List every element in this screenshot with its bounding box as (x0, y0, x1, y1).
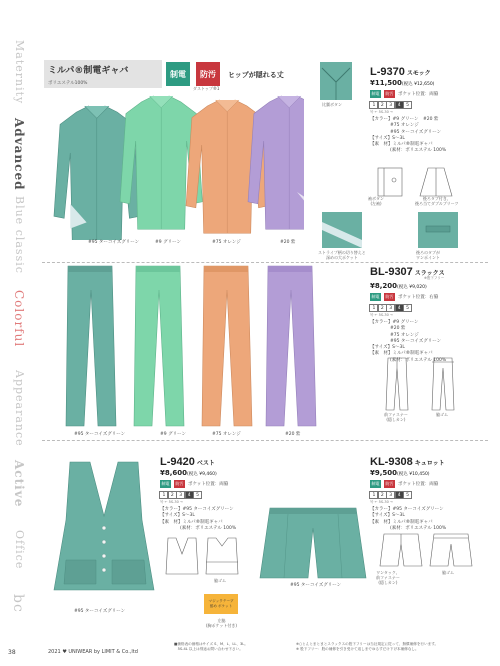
smock-size-note: 号 ← 5S-30 → (370, 110, 393, 114)
slacks-caption-green: #9 グリーン (160, 432, 186, 437)
footer-note-inseam: ※○とんとまとまとスラックスの股下フリーは当社規定に従って、無償補修を行います。 ※ 股下フリー：股の補修を引き受けて返しまでゆるすだけ下げ本補修なし。 (296, 642, 439, 651)
culottes-size-grid (370, 491, 492, 499)
vest-code: L-9420 (160, 456, 195, 468)
back-tab-caption: 後ろのタブが ワンポイント (416, 250, 440, 260)
smock-purple (248, 96, 304, 229)
spec-line: 【素 材】ミルパ®制電ギャバ (160, 519, 223, 525)
slacks-caption-purple: #20 紫 (285, 432, 301, 437)
stripe-closeup (322, 212, 362, 248)
brand-footer: 2021 ♥ UNIWEAR by LIMIT & Co.,ltd (48, 649, 138, 655)
spec-line: (素材：ポリエステル 100% (390, 357, 447, 363)
vest-size-grid (160, 491, 290, 499)
slacks-info (370, 266, 490, 364)
size-cell: 3 (386, 101, 395, 109)
vest-price: ¥8,600 (160, 469, 188, 477)
slacks-size-grid (370, 304, 490, 312)
slacks-type: スラックス (414, 271, 445, 277)
vest-antistatic-badge: 制電 (161, 481, 170, 486)
section-divider (42, 440, 488, 441)
slacks-purple (266, 266, 316, 426)
size-cell: 5 (403, 304, 412, 312)
spec-line: 【カラー】#95 ターコイズグリーン (160, 507, 234, 512)
spec-line: #75 オレンジ (390, 332, 419, 338)
slacks-price: ¥8,200 (370, 282, 398, 290)
spec-line: 【素 材】ミルパ®制電ギャバ (370, 519, 433, 525)
spec-line: 【サイズ】S～3L (370, 345, 405, 351)
smock-lineup (42, 90, 304, 240)
vest-back-caption: 脇ゴム (214, 578, 226, 583)
vest-stain-badge: 防汚 (175, 481, 184, 486)
spec-line: 【サイズ】S～3L (160, 513, 195, 519)
spec-line: 【素 材】ミルパ®制電ギャバ (370, 142, 433, 148)
collar-closeup (320, 62, 352, 100)
culottes-price: ¥9,500 (370, 469, 398, 477)
vest-type: ベスト (196, 461, 215, 467)
smock-caption-orange: #75 オレンジ (212, 240, 241, 245)
size-cell: 1 (369, 304, 378, 312)
collar-button-caption: 比翼ボタン (322, 102, 342, 107)
spec-line: (素材：ポリエステル 100% (180, 525, 237, 531)
spec-line: 【カラー】#95 ターコイズグリーン (370, 507, 444, 512)
spec-line: (素材：ポリエステル 100% (390, 525, 447, 531)
size-cell: 4 (185, 491, 194, 499)
culottes-size-note: 号 ← 5S-30 → (370, 500, 393, 504)
size-cell: 1 (369, 491, 378, 499)
slacks-waist-caption: 脇ゴム (436, 412, 448, 417)
nav-blue-classic[interactable]: Blue classic (13, 196, 26, 274)
slacks-caption-turquoise: #95 ターコイズグリーン (74, 432, 126, 437)
antistatic-badge: 制電 (166, 62, 190, 86)
culottes-waist-caption: 脇ゴム (442, 570, 454, 575)
culottes-info (370, 456, 492, 532)
footer-note-price: ■価格表の価格はサイズ S、M、L、LL、3L。 5S-4L 以上は別途お問い合わせ下さい。 (174, 642, 248, 651)
smock-code: L-9370 (370, 66, 405, 78)
size-cell: 2 (378, 101, 387, 109)
smock-caption-turquoise: #95 ターコイズグリーン (88, 240, 140, 245)
sleeve-caption: 袖ボタン (左袖) (368, 196, 384, 206)
size-cell: 5 (193, 491, 202, 499)
slacks-size-note: 号 ← 5S-30 → (370, 313, 393, 317)
stain-resistant-badge: 防汚 (196, 62, 220, 86)
slacks-subtitle: ※股下フリー (424, 276, 445, 280)
page-number: 38 (8, 649, 16, 656)
vest-size-note: 号 ← 5S-30 → (160, 500, 183, 504)
vest-caption: #95 ターコイズグリーン (74, 609, 126, 614)
culottes-image (258, 506, 368, 582)
smock-price-tax: (税込 ¥12,650) (401, 82, 435, 87)
smock-spec (370, 117, 490, 155)
spec-line: #95 ターコイズグリーン (390, 129, 442, 135)
vest-detail-lineart (162, 536, 242, 576)
slacks-turquoise (66, 266, 116, 426)
nav-colorful[interactable]: Colorful (12, 290, 26, 348)
spec-line: #20 紫 (390, 326, 406, 332)
culottes-front-caption: ワンタック、 前ファスナー (隠しカン) (376, 570, 400, 585)
nav-advanced[interactable]: Advanced (12, 118, 26, 191)
culottes-stain-badge: 防汚 (385, 481, 394, 486)
culottes-code: KL-9308 (370, 456, 413, 468)
feature-text: ヒップが隠れる丈 (228, 71, 284, 79)
smock-stain-badge: 防汚 (385, 91, 394, 96)
vest-tag-box (204, 594, 238, 614)
smock-antistatic-badge: 制電 (371, 91, 380, 96)
smock-detail-lineart (374, 166, 484, 200)
vest-inner-caption: 左脇 (胸ポケット付き) (206, 618, 237, 628)
spec-line: 【カラー】#9 グリーン (370, 320, 419, 325)
slacks-stain-badge: 防汚 (385, 294, 394, 299)
slacks-caption-orange: #75 オレンジ (212, 432, 241, 437)
size-cell: 5 (403, 491, 412, 499)
size-cell: 3 (386, 491, 395, 499)
size-cell: 2 (378, 304, 387, 312)
slacks-green (134, 266, 184, 426)
size-cell: 4 (395, 101, 404, 109)
smock-info (370, 66, 490, 155)
material-label: ポリエステル100% (48, 81, 88, 86)
stain-sub-label: ダストップ®1 (193, 86, 220, 91)
stripe-caption: ストライプ柄の切り替えと 深めの大ポケット (318, 250, 366, 260)
smock-pocket: ポケット位置：両脇 (398, 92, 439, 97)
tab-caption: 後ろタブ付き、 後ろ当てダブルブリーツ (415, 196, 459, 206)
product-line-name: ミルパ®制電ギャバ (48, 66, 129, 76)
vest-price-tax: (税込 ¥9,460) (187, 472, 217, 477)
slacks-antistatic-badge: 制電 (371, 294, 380, 299)
size-cell: 4 (395, 304, 404, 312)
nav-appearance[interactable]: Appearance (13, 370, 26, 447)
spec-line: 【カラー】#9 グリーン #20 紫 (370, 117, 439, 122)
spec-line: 【サイズ】S～3L (370, 135, 405, 141)
smock-type: スモック (406, 71, 431, 77)
vest-tag-caption: マジックテープ 留め ポケット (208, 599, 234, 608)
smock-price: ¥11,500 (370, 79, 402, 87)
size-cell: 2 (168, 491, 177, 499)
smock-caption-green: #9 グリーン (155, 240, 181, 245)
size-cell: 3 (176, 491, 185, 499)
nav-maternity[interactable]: Maternity (13, 40, 26, 105)
culottes-spec (370, 507, 492, 532)
smock-caption-purple: #20 紫 (280, 240, 296, 245)
vest-image (52, 460, 156, 600)
slacks-code: BL-9307 (370, 266, 413, 278)
nav-bc[interactable]: bc (10, 594, 26, 613)
side-nav (0, 0, 30, 666)
culottes-price-tax: (税込 ¥10,450) (397, 472, 430, 477)
spec-line: 【サイズ】S～3L (370, 513, 405, 519)
nav-office[interactable]: Office (13, 530, 26, 570)
slacks-price-tax: (税込 ¥9,020) (397, 285, 427, 290)
size-cell: 2 (378, 491, 387, 499)
culottes-pocket: ポケット位置：両脇 (398, 482, 439, 487)
size-cell: 1 (159, 491, 168, 499)
vest-pocket: ポケット位置：両脇 (188, 482, 229, 487)
slacks-pocket: ポケット位置：右脇 (398, 295, 439, 300)
size-cell: 1 (369, 101, 378, 109)
culottes-type: キュロット (414, 461, 445, 467)
size-cell: 4 (395, 491, 404, 499)
size-cell: 5 (403, 101, 412, 109)
culottes-detail-lineart (378, 532, 478, 568)
spec-line: (素材：ポリエステル 100% (390, 148, 447, 154)
slacks-front-caption: 前ファスナー (隠しカン) (384, 412, 408, 422)
nav-active[interactable]: Active (12, 460, 26, 508)
smock-size-grid (370, 101, 490, 109)
section-divider (42, 262, 488, 263)
back-tab-closeup (418, 212, 458, 248)
culottes-caption: #95 ターコイズグリーン (290, 583, 342, 588)
spec-line: #95 ターコイズグリーン (390, 338, 442, 344)
spec-line: 【素 材】ミルパ®制電ギャバ (370, 351, 433, 357)
slacks-detail-lineart (372, 356, 472, 412)
size-cell: 3 (386, 304, 395, 312)
culottes-antistatic-badge: 制電 (371, 481, 380, 486)
slacks-orange (202, 266, 252, 426)
spec-line: #75 オレンジ (390, 123, 419, 129)
slacks-lineup (58, 264, 322, 430)
